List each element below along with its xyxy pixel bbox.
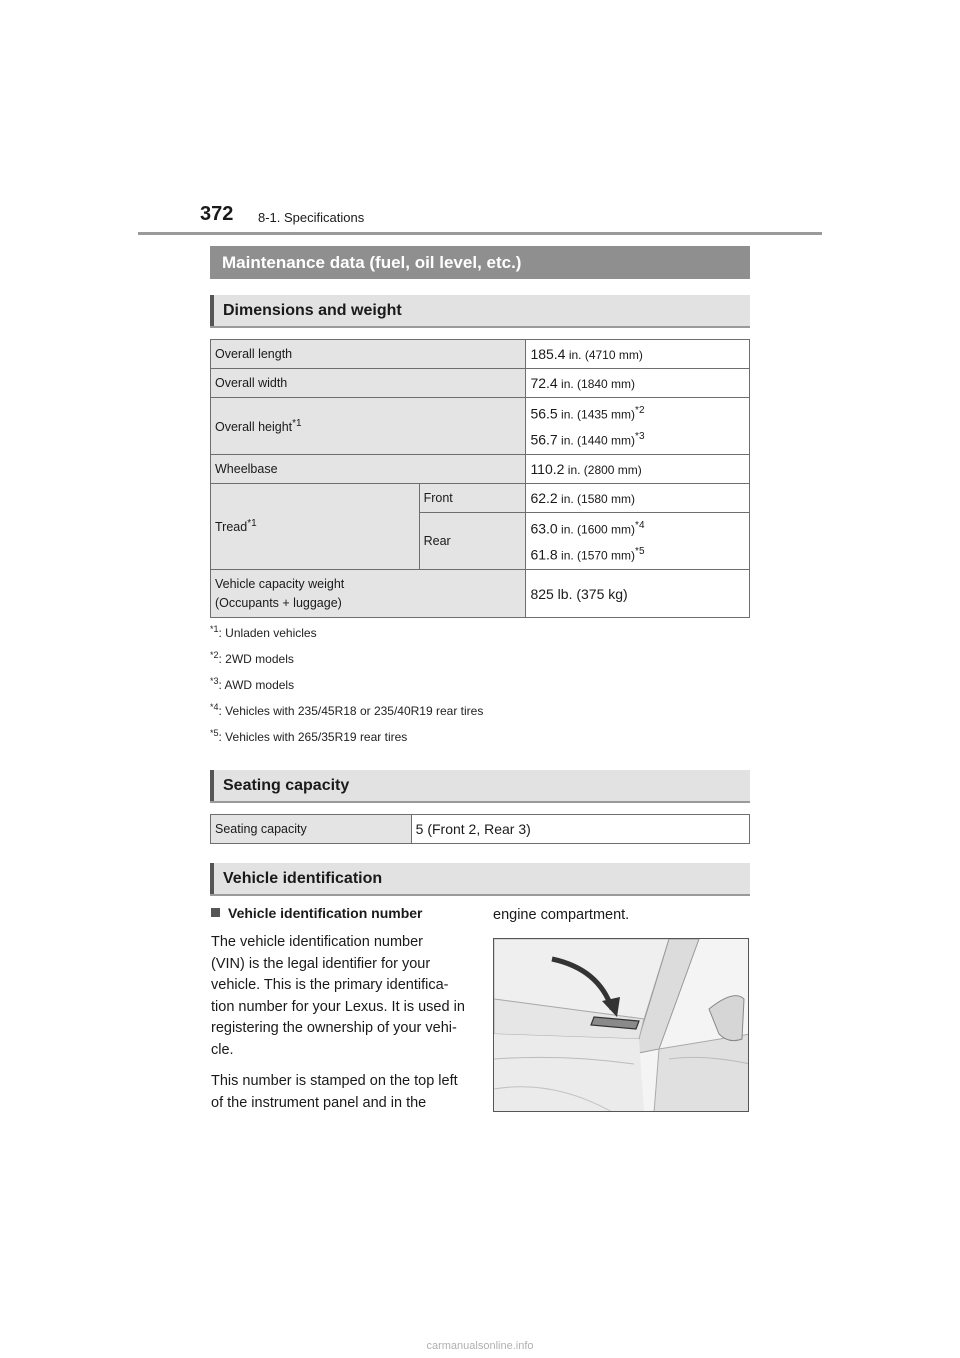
section-label: 8-1. Specifications [258, 210, 365, 225]
seating-value: 5 (Front 2, Rear 3) [411, 815, 749, 844]
vehicle-id-heading: Vehicle identification [210, 863, 750, 896]
tread-front-label: Front [419, 484, 526, 513]
seating-heading: Seating capacity [210, 770, 750, 803]
vin-paragraph: The vehicle identification number (VIN) is the legal identifier for your vehicle. This is the primary identifica- tion number for your Lexus. It is used in registering the ownership of your vehi- cle. [211, 934, 465, 1058]
tread-label: Tread$^{*1}$ [211, 484, 420, 570]
square-bullet-icon [211, 908, 220, 917]
tread-front-value: 62.2 in. (1580 mm) [526, 484, 750, 513]
tread-rear-value: 63.0 in. (1600 mm)$^{*4}$ 61.8 in. (1570 mm)$^{*5}$ [526, 513, 750, 570]
footnote: $^{*5}$: Vehicles with 265/35R19 rear tires [210, 728, 408, 744]
table-row [211, 815, 750, 844]
table-row [211, 340, 750, 369]
page-number: 372 [200, 203, 234, 225]
watermark: carmanualsonline.info [426, 1340, 534, 1352]
dashboard-illustration-icon [494, 939, 749, 1112]
overall-height-value: 56.5 in. (1435 mm)$^{*2}$ 56.7 in. (1440 mm)$^{*3}$ [526, 398, 750, 455]
wheelbase-label: Wheelbase [211, 455, 526, 484]
overall-width-label: Overall width [211, 369, 526, 398]
main-title: Maintenance data (fuel, oil level, etc.) [210, 246, 750, 279]
table-row [211, 398, 750, 455]
vin-subheading: Vehicle identification number [211, 905, 422, 921]
table-row [211, 484, 750, 513]
overall-height-label: Overall height$^{*1}$ [211, 398, 526, 455]
header-rule [138, 232, 822, 235]
vin-location-illustration [493, 938, 749, 1112]
footnote: $^{*2}$: 2WD models [210, 650, 294, 666]
dimensions-table [210, 339, 750, 618]
footnote: $^{*4}$: Vehicles with 235/45R18 or 235/40R19 rear tires [210, 702, 484, 718]
seating-table [210, 814, 750, 844]
seating-label: Seating capacity [211, 815, 412, 844]
overall-length-value: 185.4 in. (4710 mm) [526, 340, 750, 369]
overall-width-value: 72.4 in. (1840 mm) [526, 369, 750, 398]
vin-location-continued: engine compartment. [493, 907, 630, 923]
capacity-weight-label: Vehicle capacity weight (Occupants + luggage) [211, 570, 526, 618]
dimensions-heading: Dimensions and weight [210, 295, 750, 328]
table-row [211, 369, 750, 398]
wheelbase-value: 110.2 in. (2800 mm) [526, 455, 750, 484]
footnote: $^{*1}$: Unladen vehicles [210, 624, 317, 640]
table-row [211, 455, 750, 484]
vin-location-paragraph: This number is stamped on the top left of the instrument panel and in the [211, 1073, 458, 1111]
tread-rear-label: Rear [419, 513, 526, 570]
overall-length-label: Overall length [211, 340, 526, 369]
capacity-weight-value: 825 lb. (375 kg) [526, 570, 750, 618]
table-row [211, 570, 750, 618]
footnote: $^{*3}$: AWD models [210, 676, 295, 692]
